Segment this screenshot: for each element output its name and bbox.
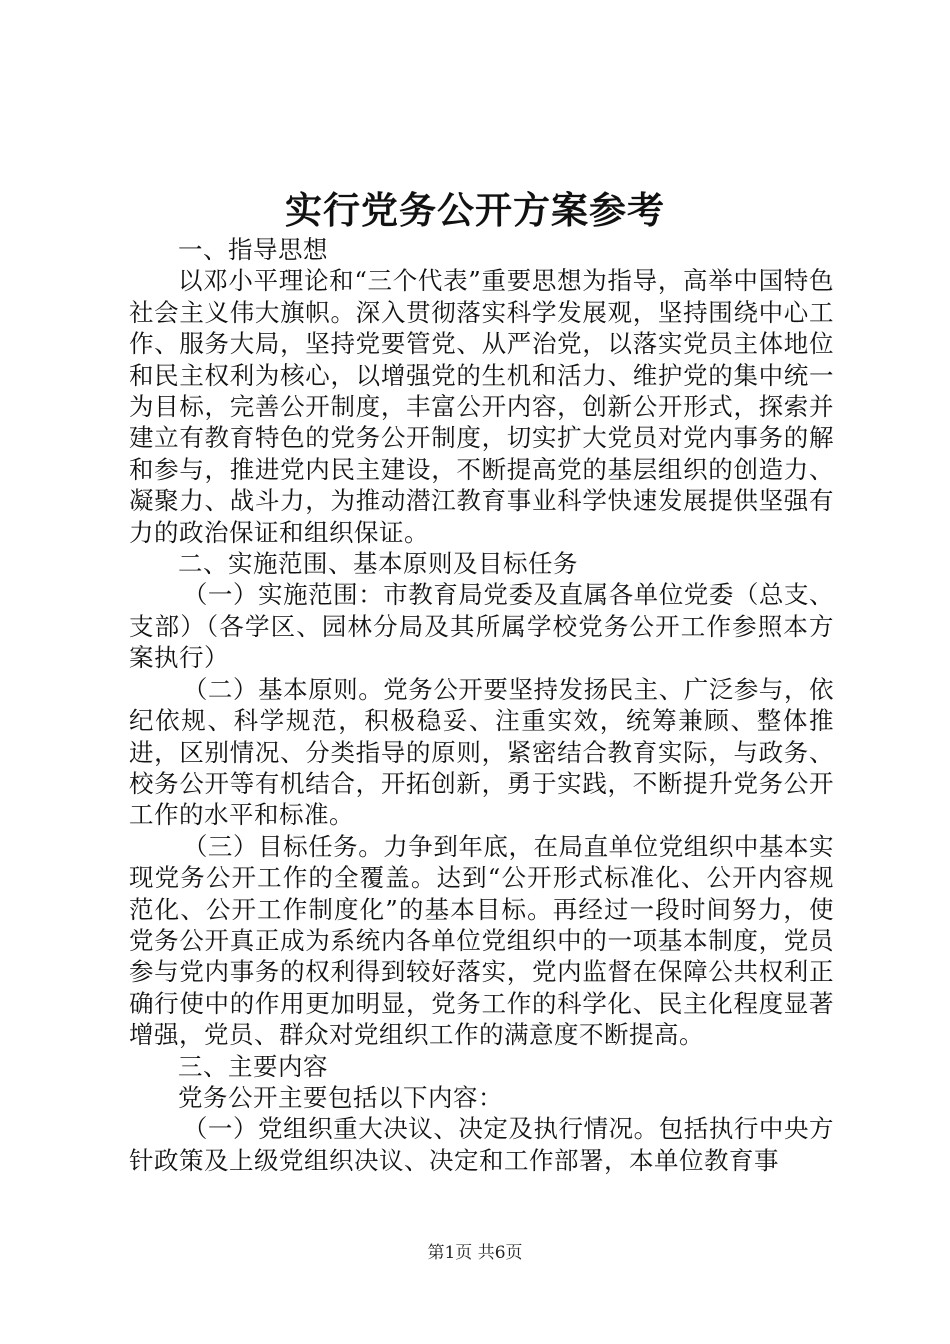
paragraph-guiding-ideology: 以邓小平理论和“三个代表”重要思想为指导，高举中国特色社会主义伟大旗帜。深入贯彻落实科学发展观，坚持围绕中心工作、服务大局，坚持党要管党、从严治党，以落实党员主体地位和民主权利为核心，以增强党的生机和活力、维护党的集中统一为目标，完善公开制度，丰富公开内容，创新公开形式，探索并建立有教育特色的党务公开制度，切实扩大党员对党内事务的解和参与，推进党内民主建设，不断提高党的基层组织的创造力、凝聚力、战斗力，为推动潜江教育事业科学快速发展提供坚强有力的政治保证和组织保证。 (129, 266, 834, 547)
paragraph-goals: （三）目标任务。力争到年底，在局直单位党组织中基本实现党务公开工作的全覆盖。达到“公开形式标准化、公开内容规范化、公开工作制度化”的基本目标。再经过一段时间努力，使党务公开真正成为系统内各单位党组织中的一项基本制度，党员参与党内事务的权利得到较好落实，党内监督在保障公共权利正确行使中的作用更加明显，党务工作的科学化、民主化程度显著增强，党员、群众对党组织工作的满意度不断提高。 (129, 831, 834, 1050)
document-body (129, 234, 834, 1176)
document-title: 实行党务公开方案参考 (285, 188, 665, 232)
paragraph-major-decisions: （一）党组织重大决议、决定及执行情况。包括执行中央方针政策及上级党组织决议、决定和工作部署，本单位教育事 (129, 1114, 834, 1175)
page-footer: 第1页 共6页 (427, 1243, 523, 1263)
section-heading-scope-principles: 二、实施范围、基本原则及目标任务 (178, 549, 578, 579)
paragraph-main-content-intro: 党务公开主要包括以下内容： (178, 1082, 503, 1112)
section-heading-main-content: 三、主要内容 (178, 1051, 328, 1081)
paragraph-principles: （二）基本原则。党务公开要坚持发扬民主、广泛参与，依纪依规、科学规范，积极稳妥、注重实效，统筹兼顾、整体推进，区别情况、分类指导的原则，紧密结合教育实际，与政务、校务公开等有机结合，开拓创新，勇于实践，不断提升党务公开工作的水平和标准。 (129, 674, 834, 830)
section-heading-guiding-ideology: 一、指导思想 (178, 235, 328, 264)
paragraph-scope: （一）实施范围：市教育局党委及直属各单位党委（总支、支部）（各学区、园林分局及其所属学校党务公开工作参照本方案执行） (129, 580, 834, 673)
